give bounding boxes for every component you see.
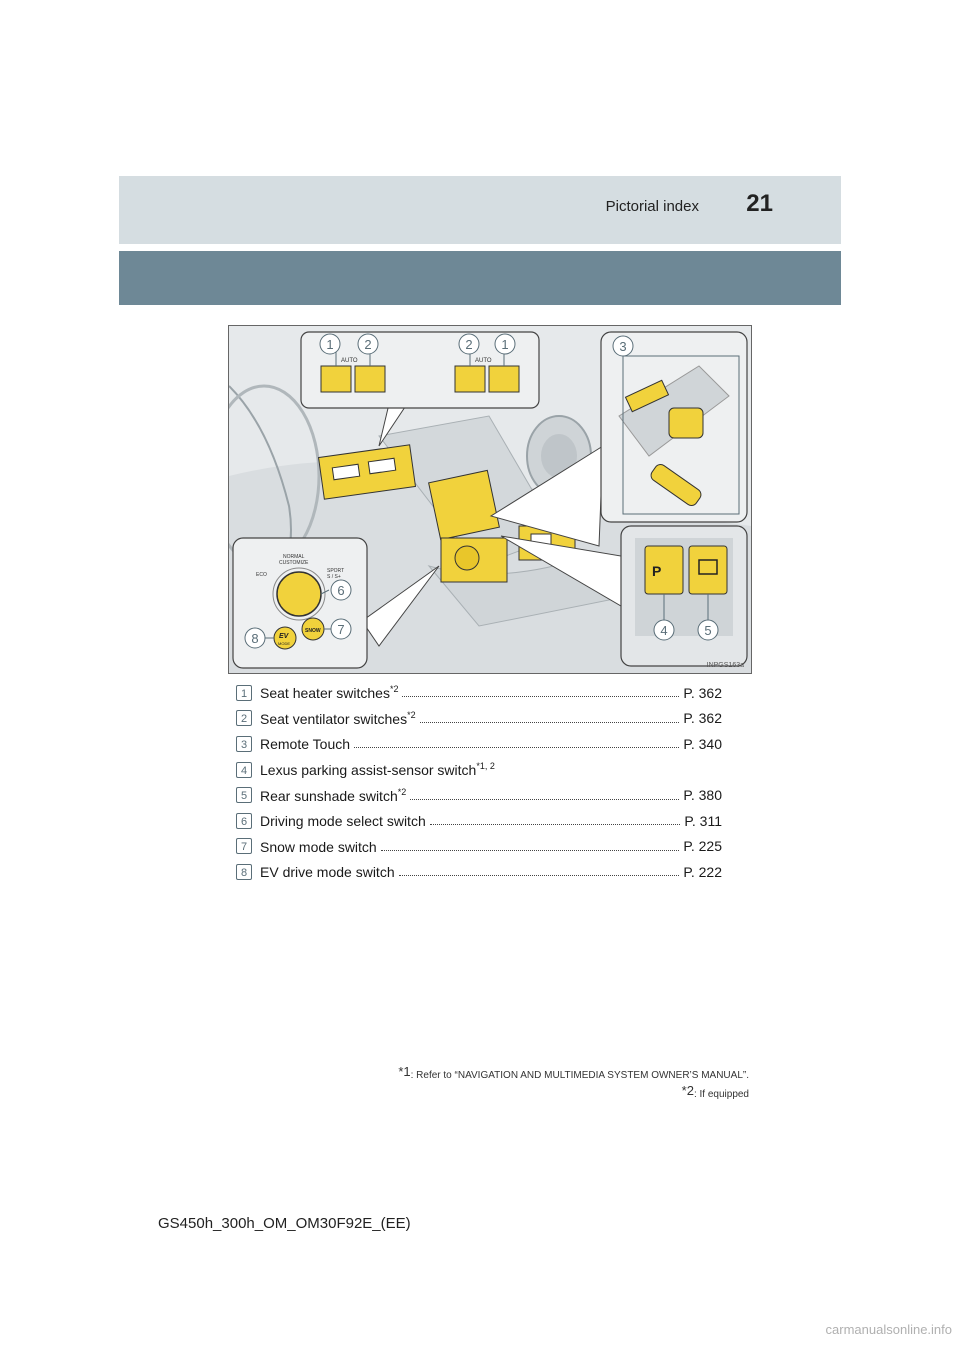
sport-label: SPORT — [327, 568, 345, 574]
item-number: 4 — [236, 762, 252, 778]
footnote-2-text: : If equipped — [693, 1089, 749, 1100]
callout-6: 6 — [337, 583, 345, 598]
item-page: P. 222 — [683, 863, 722, 880]
item-number: 7 — [236, 838, 252, 854]
list-item — [236, 757, 722, 783]
item-sup: *2 — [397, 786, 407, 797]
item-label: Driving mode select switch — [260, 813, 426, 830]
footnote-1-mark: *1 — [398, 1064, 411, 1079]
callout-5: 5 — [704, 623, 712, 638]
footnote-1-text: : Refer to “NAVIGATION AND MULTIMEDIA SYSTEM OWNER’S MANUAL”. — [410, 1070, 749, 1081]
item-list — [236, 680, 722, 885]
item-number: 2 — [236, 710, 252, 726]
page-title: Pictorial index — [605, 198, 699, 215]
item-page: P. 362 — [683, 684, 722, 701]
item-page: P. 311 — [684, 812, 722, 829]
item-number: 3 — [236, 736, 252, 752]
item-page: P. 380 — [683, 787, 722, 804]
list-item — [236, 706, 722, 732]
callout-2-right: 2 — [465, 337, 473, 352]
footnote-2 — [398, 1083, 749, 1102]
snow-label: SNOW — [305, 628, 321, 634]
item-number: 5 — [236, 787, 252, 803]
item-number: 1 — [236, 685, 252, 701]
site-watermark: carmanualsonline.info — [825, 1322, 952, 1337]
item-label: Rear sunshade switch — [260, 787, 398, 804]
item-page: P. 340 — [683, 735, 722, 752]
item-page: P. 225 — [683, 838, 722, 855]
dot-leader — [402, 688, 679, 697]
page-number: 21 — [746, 190, 773, 217]
document-id: GS450h_300h_OM_OM30F92E_(EE) — [158, 1215, 411, 1232]
item-page: P. 362 — [683, 710, 722, 727]
callout-1-left: 1 — [326, 337, 334, 352]
parking-p-glyph: P — [652, 563, 662, 579]
pictorial-figure — [228, 325, 752, 674]
item-sup: *2 — [389, 684, 399, 695]
item-sup: *2 — [407, 709, 416, 720]
item-label: Remote Touch — [260, 736, 351, 753]
item-number: 8 — [236, 864, 252, 880]
list-item — [236, 808, 722, 834]
footnote-2-mark: *2 — [681, 1083, 694, 1098]
item-label: Lexus parking assist-sensor switch — [260, 762, 477, 779]
callout-2-left: 2 — [364, 337, 372, 352]
section-band — [119, 251, 841, 305]
footnote-1 — [398, 1064, 749, 1083]
eco-label: ECO — [256, 572, 267, 578]
item-number: 6 — [236, 813, 252, 829]
dot-leader — [420, 714, 680, 723]
item-sup: *1, 2 — [476, 761, 495, 772]
ev-mode-sub-label: MODE — [278, 641, 290, 646]
item-label: Seat heater switches — [260, 685, 390, 702]
dot-leader — [430, 816, 681, 825]
callout-1-right: 1 — [501, 337, 509, 352]
normal-label: NORMAL — [283, 554, 305, 560]
callout-7: 7 — [337, 622, 345, 637]
sport-mode-label: S / S+ — [327, 574, 341, 580]
dashboard-illustration — [229, 326, 751, 673]
list-item — [236, 680, 722, 706]
footnotes — [398, 1064, 749, 1102]
page-header — [119, 176, 841, 244]
list-item — [236, 834, 722, 860]
dot-leader — [410, 791, 679, 800]
seat-auto-label-right: AUTO — [475, 358, 492, 364]
item-label: Seat ventilator switches — [260, 710, 408, 727]
image-code: INPGS163a — [706, 662, 744, 669]
customize-label: CUSTOMIZE — [279, 560, 309, 566]
seat-auto-label-left: AUTO — [341, 358, 358, 364]
callout-8: 8 — [251, 631, 259, 646]
list-item — [236, 859, 722, 885]
item-label: EV drive mode switch — [260, 864, 395, 881]
callout-4: 4 — [660, 623, 668, 638]
callout-3: 3 — [619, 339, 627, 354]
dot-leader — [354, 739, 679, 748]
ev-mode-label: EV — [279, 633, 289, 640]
item-label: Snow mode switch — [260, 838, 377, 855]
list-item — [236, 731, 722, 757]
list-item — [236, 782, 722, 808]
dot-leader — [399, 867, 680, 876]
dot-leader — [381, 842, 680, 851]
